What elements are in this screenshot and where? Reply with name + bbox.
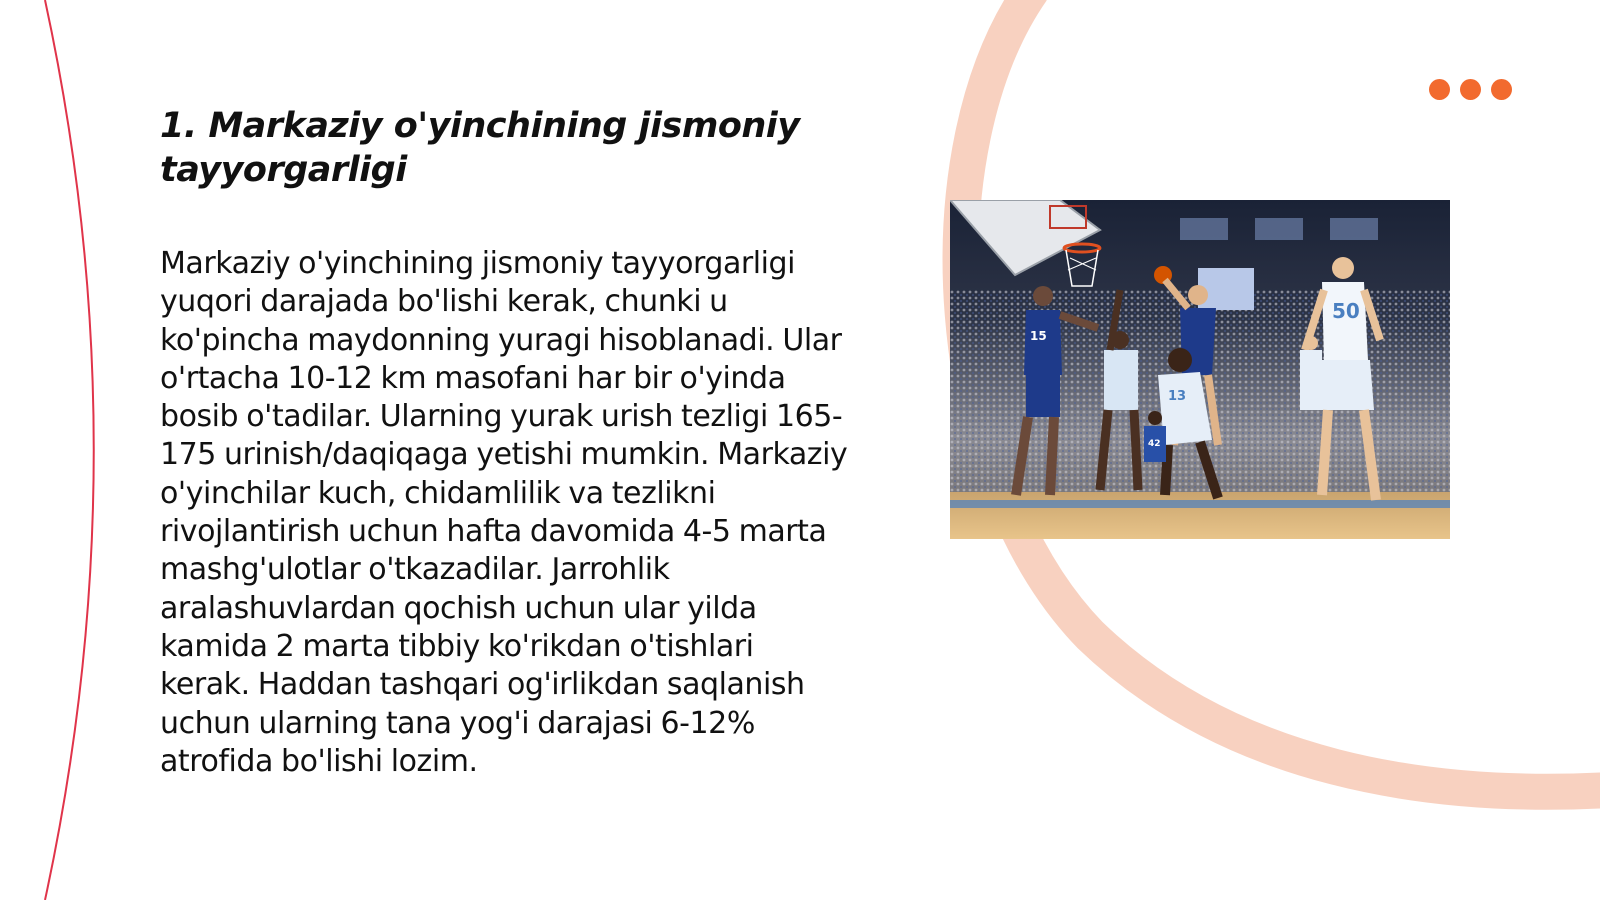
slide-body-text: Markaziy o'yinchining jismoniy tayyorgarligi yuqori darajada bo'lishi kerak, chunki u ko'pincha maydonning yuragi hisoblanadi. Ular o'rtacha 10-12 km masofani har bir o'yinda bosib o'tadilar. Ularning yurak urish tezligi 165-175 urinish/daqiqaga yetishi mumkin. Markaziy o'yinchilar kuch, chidamlilik va tezlikni rivojlantirish uchun hafta davomida 4-5 marta mashg'ulotlar o'tkazadilar. Jarrohlik aralashuvlardan qochish uchun ular yilda kamida 2 marta tibbiy ko'rikdan o'tishlari kerak. Haddan tashqari og'irlikdan saqlanish uchun ularning tana yog'i darajasi 6-12% atrofida bo'lishi lozim. xyxy=(160,246,848,779)
basketball-photo xyxy=(950,200,1450,539)
slide-title: 1. Markaziy o'yinchining jismoniy tayyorgarligi xyxy=(160,106,800,190)
jersey-number: 50 xyxy=(1332,299,1360,323)
dot-icon xyxy=(1491,79,1512,100)
decorative-line xyxy=(45,0,94,900)
jersey-number: 15 xyxy=(1030,329,1047,343)
dot-icon xyxy=(1429,79,1450,100)
dots-menu-icon xyxy=(1429,79,1512,100)
jersey-number: 42 xyxy=(1148,439,1161,449)
dot-icon xyxy=(1460,79,1481,100)
jersey-number: 13 xyxy=(1168,389,1187,404)
